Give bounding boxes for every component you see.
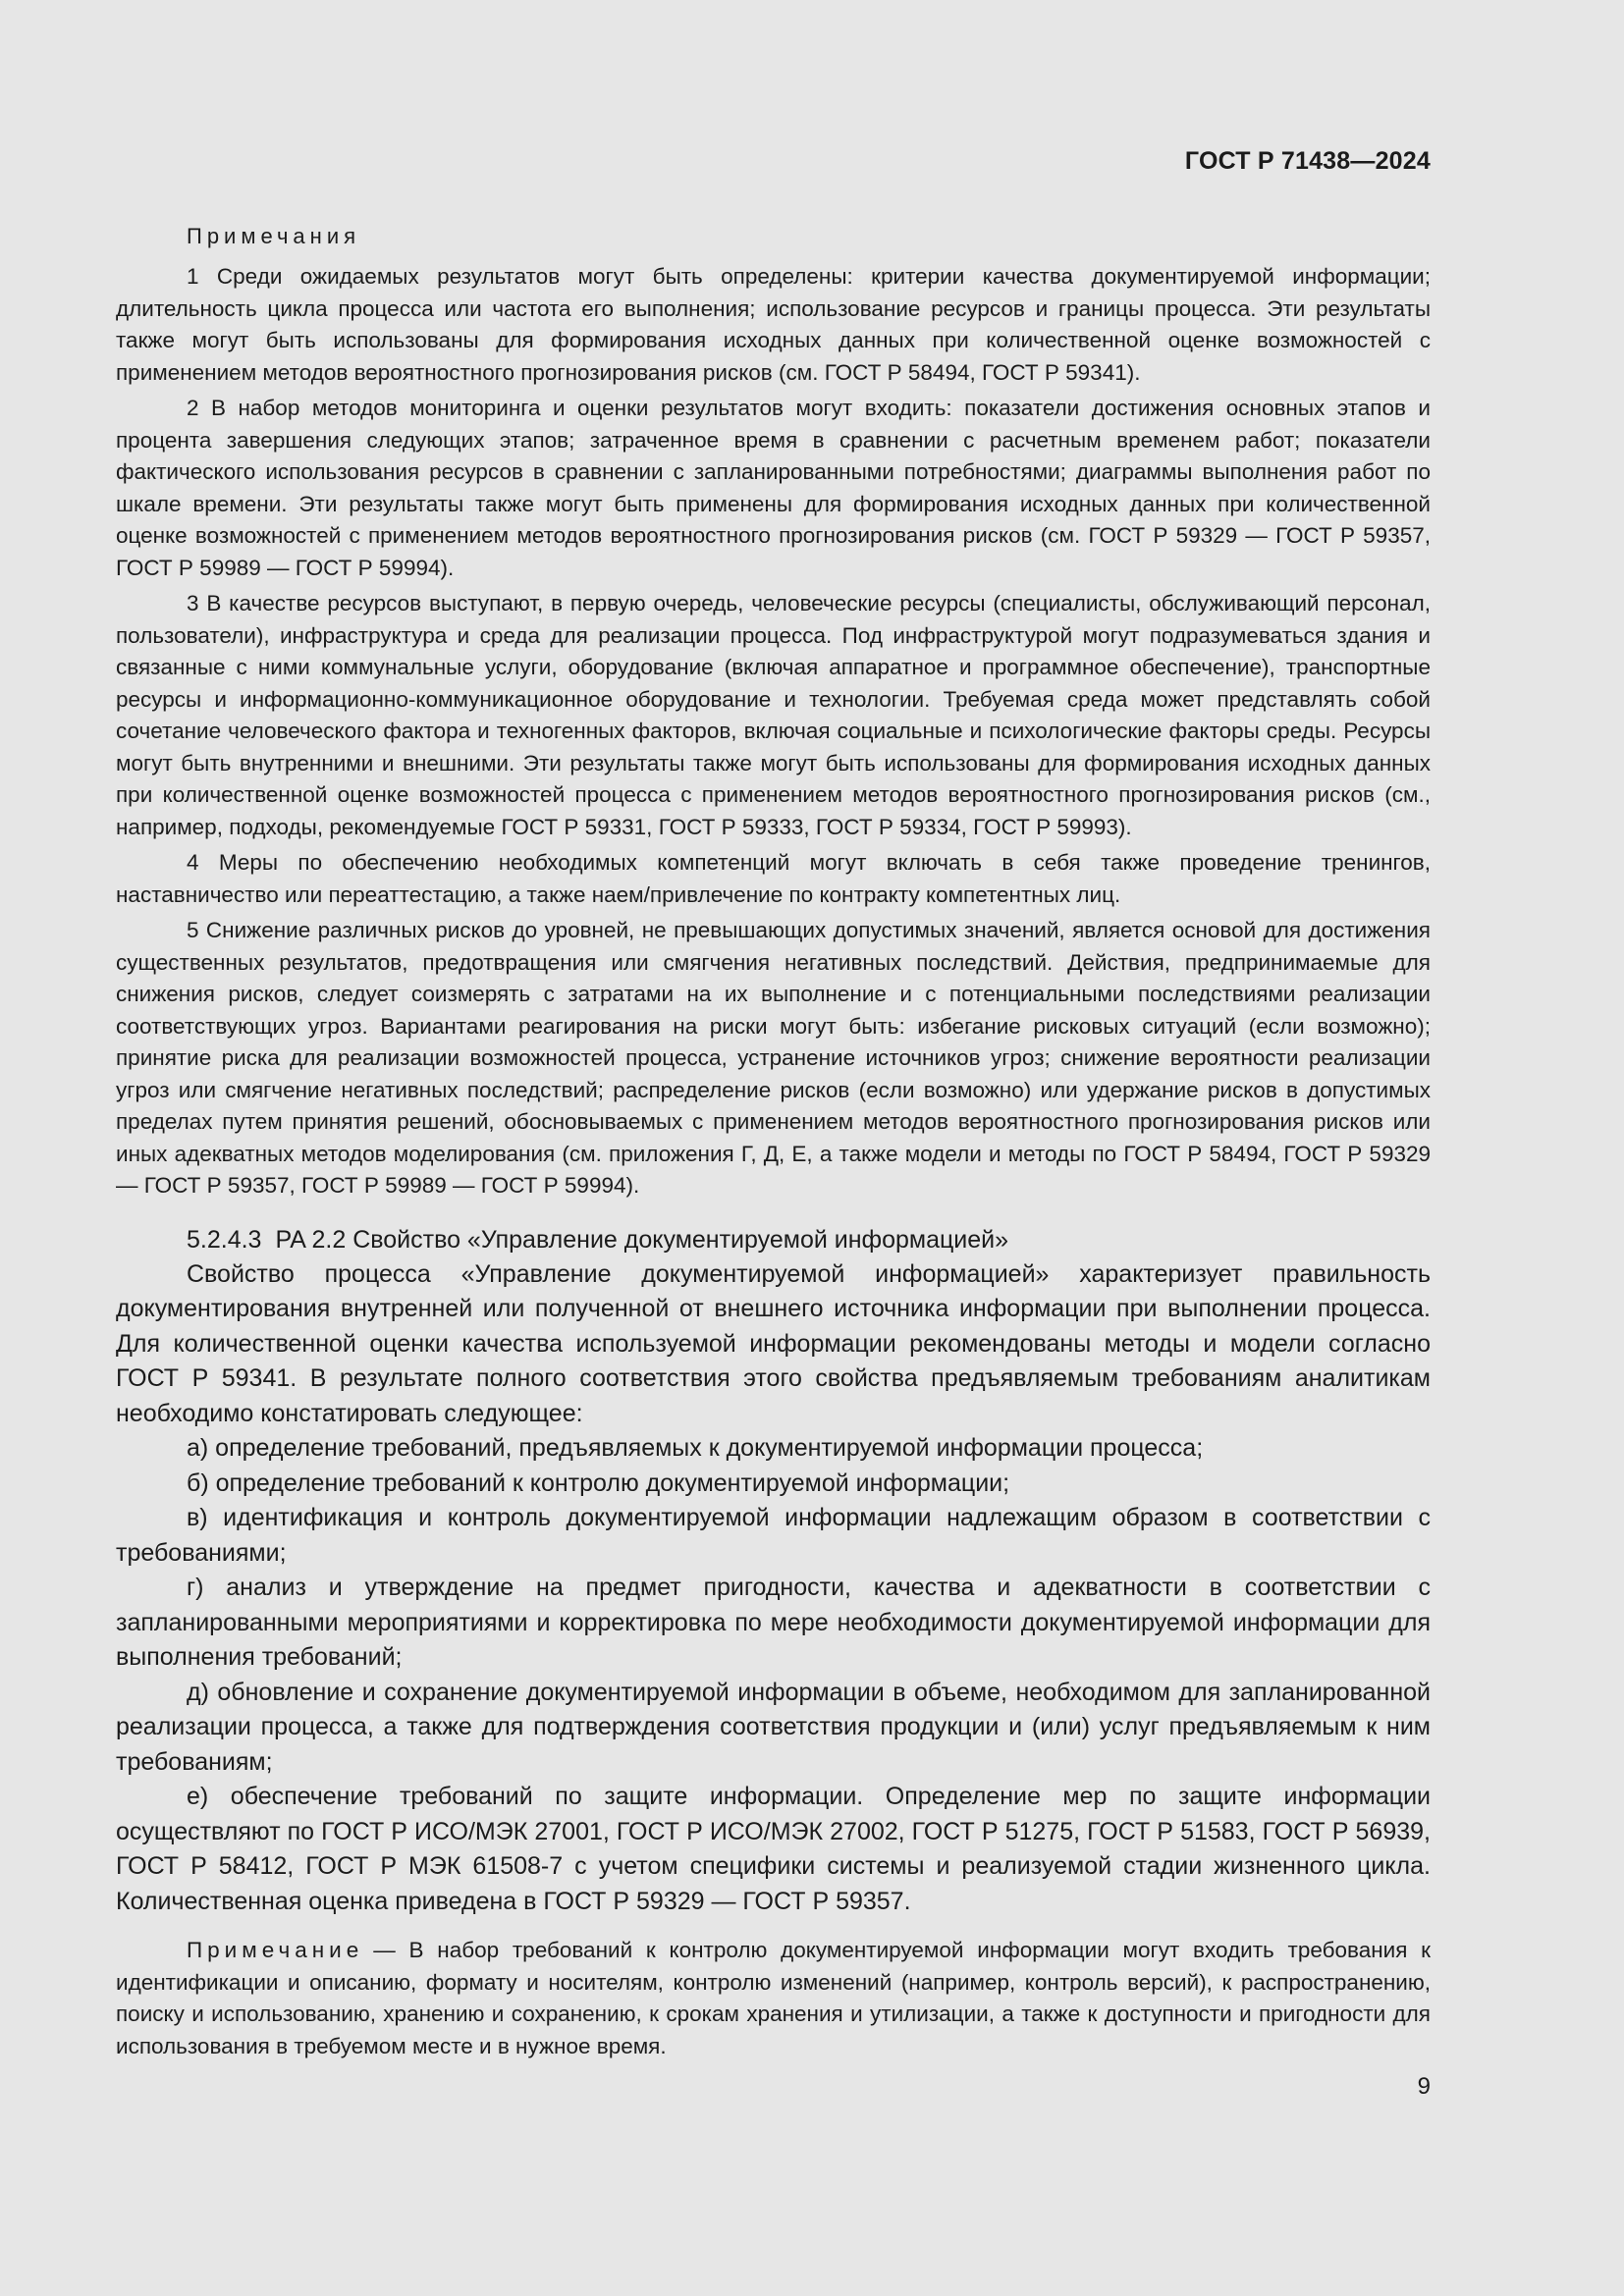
page-number: 9 <box>1417 2073 1431 2100</box>
section-number: 5.2.4.3 <box>187 1225 262 1254</box>
final-note <box>116 1935 1431 2062</box>
note-3: 3 В качестве ресурсов выступают, в первую очередь, человеческие ресурсы (специалисты, обслуживающий персонал, пользователи), инфраструктура и среда для реализации процесса. Под инфраструктурой могут подразумеваться здания и связанные с ними коммунальные услуги, оборудование (включая аппаратное и программное обеспечение), транспортные ресурсы и информационно-коммуникационное оборудование и технологии. Требуемая среда может представлять собой сочетание человеческого фактора и техногенных факторов, включая социальные и психологические факторы среды. Ресурсы могут быть внутренними и внешними. Эти результаты также могут быть использованы для формирования исходных данных при количественной оценке возможностей процесса с применением методов вероятностного прогнозирования рисков (см., например, подходы, рекомендуемые ГОСТ Р 59331, ГОСТ Р 59333, ГОСТ Р 59334, ГОСТ Р 59993). <box>116 591 1431 839</box>
note-1: 1 Среди ожидаемых результатов могут быть определены: критерии качества документируемой информации; длительность цикла процесса или частота его выполнения; использование ресурсов и границы процесса. Эти результаты также могут быть использованы для формирования исходных данных при количественной оценке возможностей с применением методов вероятностного прогнозирования рисков (см. ГОСТ Р 58494, ГОСТ Р 59341). <box>116 264 1431 385</box>
page-content <box>116 224 1431 2085</box>
section-intro: Свойство процесса «Управление документируемой информацией» характеризует правильность документирования внутренней или полученной от внешнего источника информации при выполнении процесса. Для количественной оценки качества используемой информации рекомендованы методы и модели согласно ГОСТ Р 59341. В результате полного соответствия этого свойства предъявляемым требованиям аналитикам необходимо констатировать следующее: <box>116 1259 1431 1427</box>
list-item-v: в) идентификация и контроль документируемой информации надлежащим образом в соответствии с требованиями; <box>116 1504 1431 1567</box>
list-item-b: б) определение требований к контролю документируемой информации; <box>187 1468 1010 1497</box>
section-title: PA 2.2 Свойство «Управление документируемой информацией» <box>275 1225 1009 1254</box>
note-5: 5 Снижение различных рисков до уровней, не превышающих допустимых значений, является основой для достижения существенных результатов, предотвращения или смягчения негативных последствий. Действия, предпринимаемые для снижения рисков, следует соизмерять с затратами на их выполнение и с потенциальными последствиями реализации соответствующих угроз. Вариантами реагирования на риски могут быть: избегание рисковых ситуаций (если возможно); принятие риска для реализации возможностей процесса, устранение источников угроз; снижение вероятности реализации угроз или смягчение негативных последствий; распределение рисков (если возможно) или удержание рисков в допустимых пределах путем принятия решений, обосновываемых с применением методов вероятностного прогнозирования рисков или иных адекватных методов моделирования (см. приложения Г, Д, Е, а также модели и методы по ГОСТ Р 58494, ГОСТ Р 59329 — ГОСТ Р 59357, ГОСТ Р 59989 — ГОСТ Р 59994). <box>116 918 1431 1198</box>
notes-heading: Примечания <box>187 224 361 248</box>
list-item-d: д) обновление и сохранение документируемой информации в объеме, необходимом для запланированной реализации процесса, а также для подтверждения соответствия продукции и (или) услуг предъявляемым к ним требованиям; <box>116 1678 1431 1776</box>
section-heading <box>116 1222 1431 1257</box>
final-note-text: — В набор требований к контролю документируемой информации могут входить требования к идентификации и описанию, формату и носителям, контролю изменений (например, контроль версий), к распространению, поиску и использованию, хранению и сохранению, к срокам хранения и утилизации, а также к доступности и пригодности для использования в требуемом месте и в нужное время. <box>116 1938 1431 2058</box>
final-note-label: Примечание <box>187 1938 364 1962</box>
note-4: 4 Меры по обеспечению необходимых компетенций могут включать в себя также проведение тренингов, наставничество или переаттестацию, а также наем/привлечение по контракту компетентных лиц. <box>116 850 1431 907</box>
document-code: ГОСТ Р 71438—2024 <box>1184 147 1431 175</box>
list-item-g: г) анализ и утверждение на предмет пригодности, качества и адекватности в соответствии с запланированными мероприятиями и корректировка по мере необходимости документируемой информации для выполнения требований; <box>116 1574 1431 1671</box>
note-2: 2 В набор методов мониторинга и оценки результатов могут входить: показатели достижения основных этапов и процента завершения следующих этапов; затраченное время в сравнении с расчетным временем работ; показатели фактического использования ресурсов в сравнении с запланированными потребностями; диаграммы выполнения работ по шкале времени. Эти результаты также могут быть применены для формирования исходных данных при количественной оценке возможностей с применением методов вероятностного прогнозирования рисков (см. ГОСТ Р 59329 — ГОСТ Р 59357, ГОСТ Р 59989 — ГОСТ Р 59994). <box>116 396 1431 580</box>
list-item-a: а) определение требований, предъявляемых к документируемой информации процесса; <box>187 1434 1204 1462</box>
list-item-e: е) обеспечение требований по защите информации. Определение мер по защите информации осуществляют по ГОСТ Р ИСО/МЭК 27001, ГОСТ Р ИСО/МЭК 27002, ГОСТ Р 51275, ГОСТ Р 51583, ГОСТ Р 56939, ГОСТ Р 58412, ГОСТ Р МЭК 61508-7 с учетом специфики системы и реализуемой стадии жизненного цикла. Количественная оценка приведена в ГОСТ Р 59329 — ГОСТ Р 59357. <box>116 1783 1431 1915</box>
